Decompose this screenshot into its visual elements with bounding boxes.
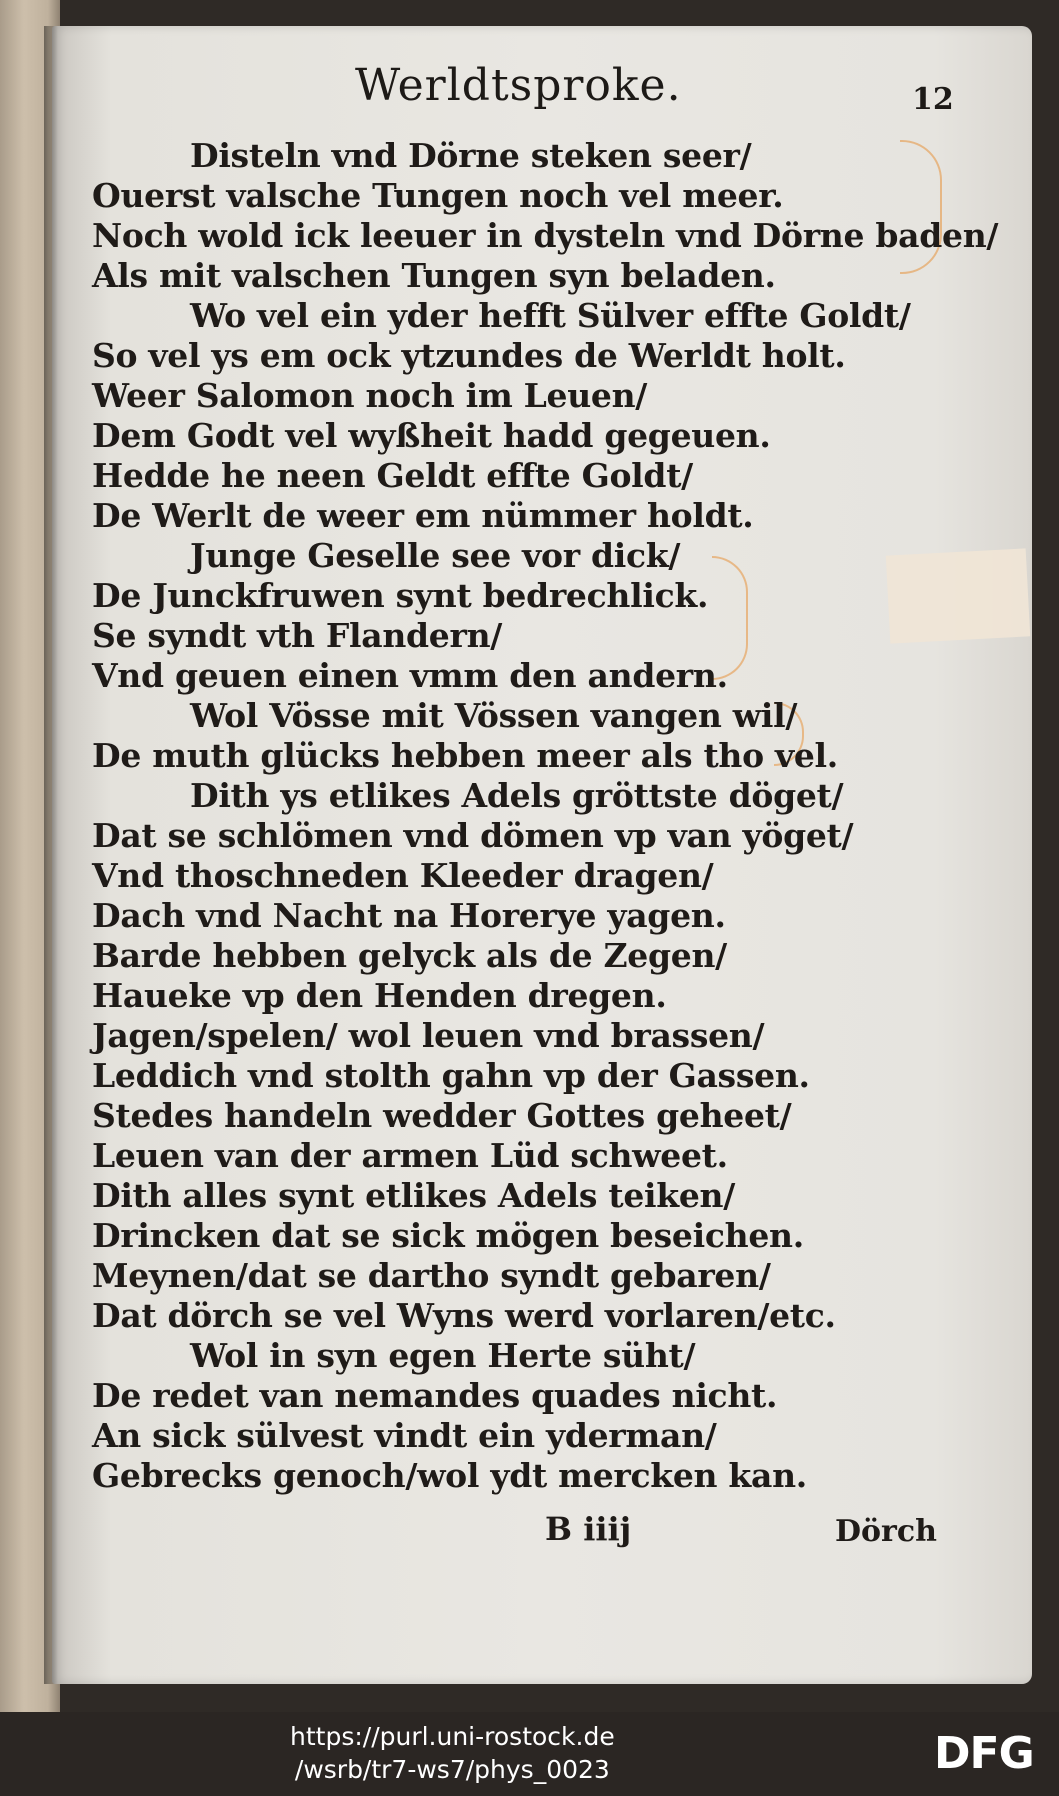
- verse-line: Leuen van der armen Lüd schweet.: [92, 1136, 728, 1175]
- verse-line: Noch wold ick leeuer in dysteln vnd Dörne baden/: [92, 216, 999, 255]
- verse-line: Dith alles synt etlikes Adels teiken/: [92, 1176, 735, 1215]
- gutter-shadow: [44, 26, 58, 1684]
- verse-line: Drincken dat se sick mögen beseichen.: [92, 1216, 804, 1255]
- folio-number: 12: [912, 82, 954, 117]
- catchword: Dörch: [835, 1514, 937, 1549]
- page-header: [0, 60, 1059, 130]
- verse-line: Weer Salomon noch im Leuen/: [92, 376, 648, 415]
- verse-line: Se syndt vth Flandern/: [92, 616, 503, 655]
- verse-line: De redet van nemandes quades nicht.: [92, 1376, 778, 1415]
- verse-line: Ouerst valsche Tungen noch vel meer.: [92, 176, 784, 215]
- verse-line: Vnd geuen einen vmm den andern.: [92, 656, 728, 695]
- verse-line: Barde hebben gelyck als de Zegen/: [92, 936, 727, 975]
- verse-line: Junge Geselle see vor dick/: [190, 536, 681, 575]
- verse-line: Jagen/spelen/ wol leuen vnd brassen/: [92, 1016, 765, 1055]
- verse-line: De Werlt de weer em nümmer holdt.: [92, 496, 754, 535]
- permalink-line-1[interactable]: https://purl.uni-rostock.de: [290, 1722, 615, 1751]
- verse-line: Wo vel ein yder hefft Sülver effte Goldt/: [190, 296, 911, 335]
- signature-mark: B iiij: [545, 1510, 632, 1548]
- verse-line: Haueke vp den Henden dregen.: [92, 976, 667, 1015]
- verse-line: Wol Vösse mit Vössen vangen wil/: [190, 696, 798, 735]
- verse-line: An sick sülvest vindt ein yderman/: [92, 1416, 717, 1455]
- dfg-logo: DFG: [934, 1728, 1034, 1779]
- verse-line: Leddich vnd stolth gahn vp der Gassen.: [92, 1056, 810, 1095]
- permalink-line-2[interactable]: /wsrb/tr7-ws7/phys_0023: [294, 1755, 610, 1784]
- verse-line: Dat dörch se vel Wyns werd vorlaren/etc.: [92, 1296, 836, 1335]
- verse-line: Dat se schlömen vnd dömen vp van yöget/: [92, 816, 854, 855]
- verse-line: Als mit valschen Tungen syn beladen.: [92, 256, 776, 295]
- verse-line: De muth glücks hebben meer als tho vel.: [92, 736, 838, 775]
- running-title: Werldtsproke.: [355, 60, 682, 111]
- verse-text-block: [92, 136, 999, 1496]
- verse-line: Meynen/dat se dartho syndt gebaren/: [92, 1256, 771, 1295]
- viewer-footer: [0, 1712, 1059, 1796]
- verse-line: Wol in syn egen Herte süht/: [190, 1336, 696, 1375]
- permalink[interactable]: [290, 1720, 615, 1786]
- verse-line: Stedes handeln wedder Gottes geheet/: [92, 1096, 792, 1135]
- verse-line: Dith ys etlikes Adels gröttste döget/: [190, 776, 844, 815]
- verse-line: Disteln vnd Dörne steken seer/: [190, 136, 752, 175]
- verse-line: Hedde he neen Geldt effte Goldt/: [92, 456, 693, 495]
- verse-line: Gebrecks genoch/wol ydt mercken kan.: [92, 1456, 807, 1495]
- verse-line: De Junckfruwen synt bedrechlick.: [92, 576, 709, 615]
- verse-line: Dem Godt vel wyßheit hadd gegeuen.: [92, 416, 771, 455]
- verse-line: Dach vnd Nacht na Horerye yagen.: [92, 896, 726, 935]
- verse-line: So vel ys em ock ytzundes de Werldt holt.: [92, 336, 846, 375]
- verse-line: Vnd thoschneden Kleeder dragen/: [92, 856, 714, 895]
